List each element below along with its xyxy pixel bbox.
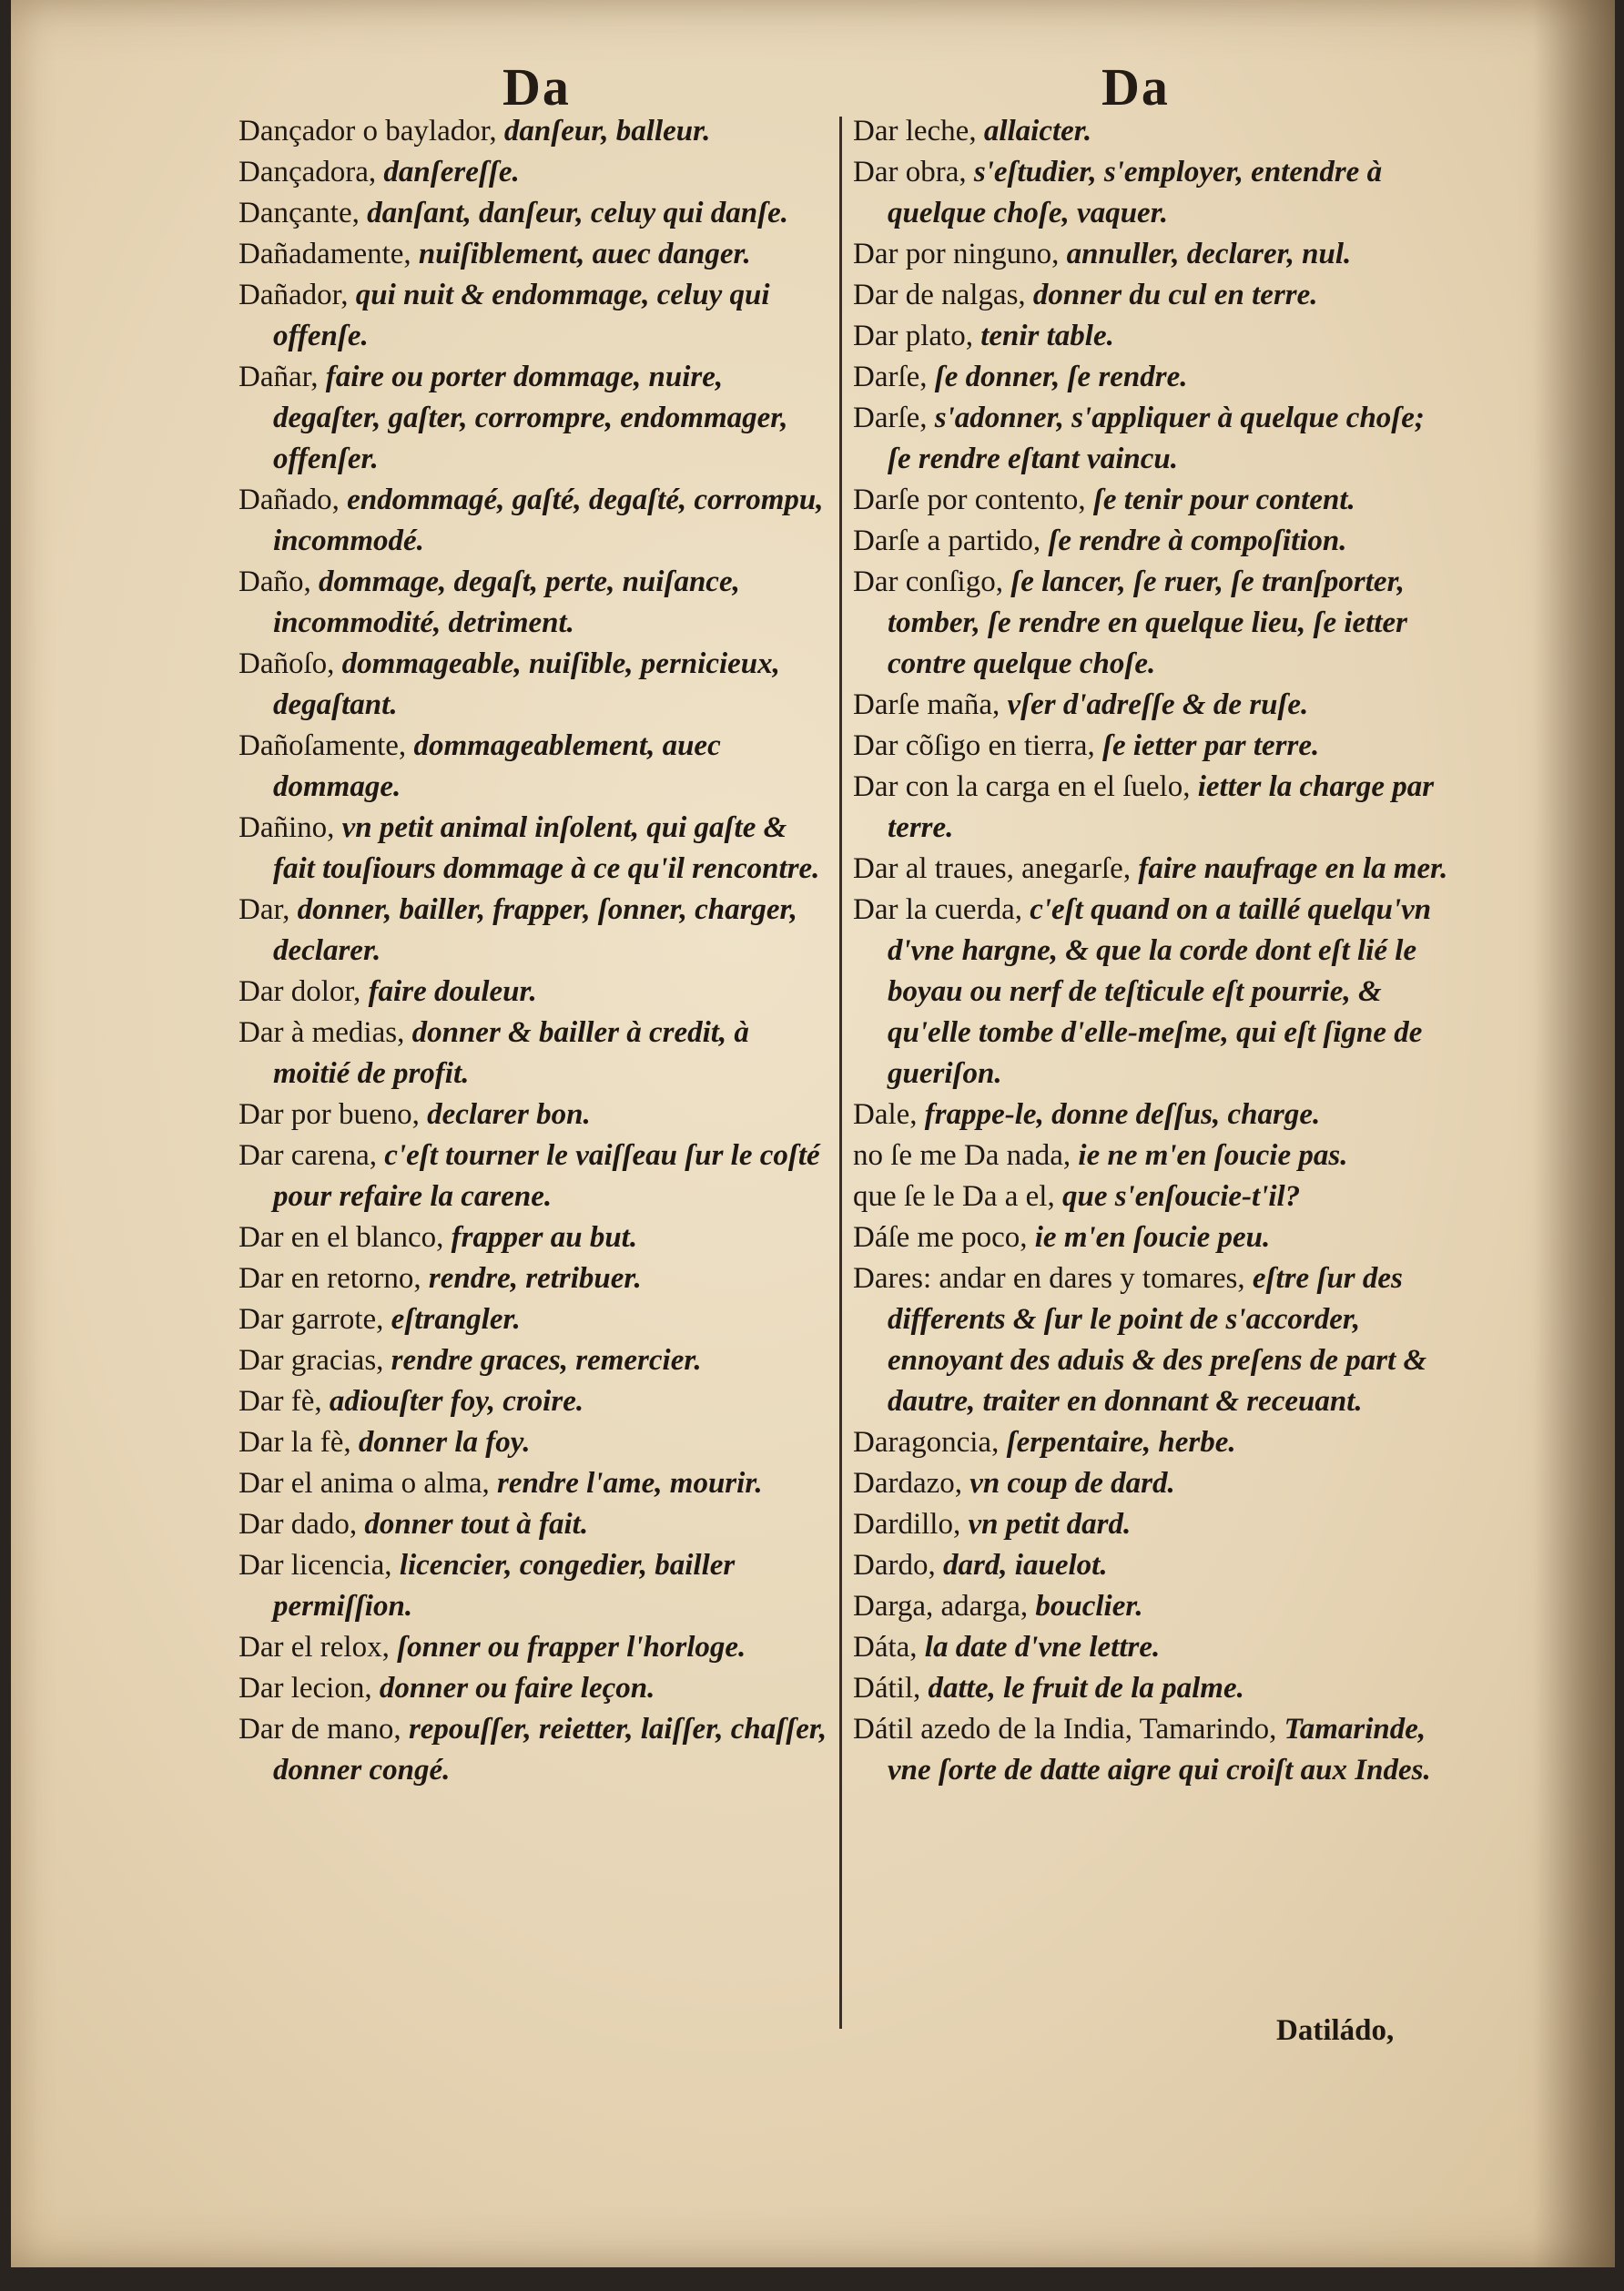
headword: Dar de nalgas, <box>853 279 1033 311</box>
definition: vn petit dard. <box>968 1508 1132 1541</box>
headword: Dar al traues, anegarſe, <box>853 852 1139 885</box>
dictionary-entry <box>853 1668 1454 1709</box>
headword: Dar por bueno, <box>239 1098 428 1131</box>
dictionary-entry <box>853 685 1454 726</box>
definition: danſereſſe. <box>383 156 520 188</box>
dictionary-entry <box>853 398 1454 480</box>
dictionary-entry <box>239 1504 830 1545</box>
headword: Dares: andar en dares y tomares, <box>853 1262 1253 1295</box>
headword: Dar, <box>239 893 298 926</box>
dictionary-entry <box>853 1709 1454 1791</box>
definition: danſant, danſeur, celuy qui danſe. <box>367 197 789 229</box>
dictionary-entry <box>853 1545 1454 1586</box>
definition: ſonner ou frapper l'horloge. <box>397 1631 746 1664</box>
dictionary-entry <box>853 562 1454 685</box>
headword: Dar plato, <box>853 320 981 352</box>
headword: Dar en retorno, <box>239 1262 429 1295</box>
definition: vn petit animal inſolent, qui gaſte & fait touſiours dommage à ce qu'il rencontre. <box>273 811 820 885</box>
dictionary-entry <box>239 1299 830 1340</box>
definition: endommagé, gaſté, degaſté, corrompu, incommodé. <box>273 484 824 557</box>
running-head-left: Da <box>502 57 571 117</box>
definition: ſerpentaire, herbe. <box>1006 1426 1236 1459</box>
headword: Dar el anima o alma, <box>239 1467 498 1500</box>
definition: bouclier. <box>1035 1590 1143 1623</box>
definition: ſe ietter par terre. <box>1101 729 1320 762</box>
definition: la date d'vne lettre. <box>924 1631 1161 1664</box>
definition: donner la foy. <box>358 1426 531 1459</box>
left-column <box>239 111 830 1791</box>
definition: eſtre ſur des differents & ſur le point de s'accorder, ennoyant des aduis & des preſens de part & dautre, traiter en donnant & receuant. <box>888 1262 1427 1418</box>
dictionary-entry <box>239 726 830 808</box>
definition: s'adonner, s'appliquer à quelque choſe; ſe rendre eſtant vaincu. <box>888 402 1425 475</box>
headword: Daragoncia, <box>853 1426 1007 1459</box>
book-page <box>11 0 1615 2267</box>
dictionary-entry <box>853 1463 1454 1504</box>
definition: que s'enſoucie-t'il? <box>1061 1180 1301 1213</box>
dictionary-entry <box>853 849 1454 890</box>
dictionary-entry <box>239 1135 830 1217</box>
definition: danſeur, balleur. <box>503 115 711 148</box>
headword: Dançador o baylador, <box>239 115 504 148</box>
headword: Dar el relox, <box>239 1631 398 1664</box>
definition: vn coup de dard. <box>969 1467 1175 1500</box>
headword: Dançadora, <box>239 156 384 188</box>
headword: Dar con la carga en el ſuelo, <box>853 770 1198 803</box>
dictionary-entry <box>239 357 830 480</box>
gutter-shadow <box>1533 0 1615 2267</box>
headword: Dáſe me poco, <box>853 1221 1035 1254</box>
definition: nuiſiblement, auec danger. <box>418 238 751 270</box>
headword: Dar dado, <box>239 1508 365 1541</box>
definition: dard, iauelot. <box>942 1549 1108 1582</box>
definition: qui nuit & endommage, celuy qui offenſe. <box>273 279 770 352</box>
headword: Daño, <box>239 565 319 598</box>
dictionary-entry <box>853 726 1454 767</box>
headword: Dardo, <box>853 1549 943 1582</box>
headword: Dañoſo, <box>239 647 342 680</box>
headword: Dátil, <box>853 1672 929 1705</box>
definition: c'eſt quand on a taillé quelqu'vn d'vne hargne, & que la corde dont eſt lié le boyau ou nerf de teſticule eſt pourrie, & qu'elle tombe d'elle-meſme, qui eſt ſigne de gueriſon. <box>888 893 1432 1090</box>
definition: c'eſt tourner le vaiſſeau ſur le coſté pour refaire la carene. <box>273 1139 820 1213</box>
definition: ſe donner, ſe rendre. <box>934 361 1188 393</box>
dictionary-entry <box>853 1258 1454 1422</box>
headword: Darſe maña, <box>853 688 1008 721</box>
headword: Darſe por contento, <box>853 484 1093 516</box>
catchword: Datiládo, <box>1276 2014 1395 2047</box>
dictionary-entry <box>239 275 830 357</box>
dictionary-entry <box>853 1176 1454 1217</box>
dictionary-entry <box>853 521 1454 562</box>
headword: Dar carena, <box>239 1139 385 1172</box>
headword: que ſe le Da a el, <box>853 1180 1062 1213</box>
dictionary-entry <box>853 275 1454 316</box>
definition: tenir table. <box>980 320 1114 352</box>
dictionary-entry <box>853 1095 1454 1135</box>
definition: donner du cul en terre. <box>1032 279 1318 311</box>
definition: ſe tenir pour content. <box>1092 484 1355 516</box>
definition: allaicter. <box>983 115 1092 148</box>
column-rule <box>839 117 842 2029</box>
definition: faire douleur. <box>368 975 537 1008</box>
definition: donner tout à fait. <box>364 1508 589 1541</box>
headword: Dar por ninguno, <box>853 238 1067 270</box>
definition: ie ne m'en ſoucie pas. <box>1078 1139 1348 1172</box>
definition: frappe-le, donne deſſus, charge. <box>924 1098 1321 1131</box>
definition: donner & bailler à credit, à moitié de profit. <box>273 1016 749 1090</box>
definition: declarer bon. <box>427 1098 591 1131</box>
definition: faire naufrage en la mer. <box>1138 852 1448 885</box>
headword: Dañadamente, <box>239 238 419 270</box>
dictionary-entry <box>239 1627 830 1668</box>
definition: donner, bailler, frapper, ſonner, charger, declarer. <box>273 893 797 967</box>
headword: Dar garrote, <box>239 1303 391 1336</box>
dictionary-entry <box>853 1217 1454 1258</box>
definition: dommageable, nuiſible, pernicieux, degaſtant. <box>273 647 780 721</box>
headword: Dar en el blanco, <box>239 1221 452 1254</box>
dictionary-entry <box>239 1463 830 1504</box>
headword: Darſe, <box>853 361 935 393</box>
headword: Dar dolor, <box>239 975 369 1008</box>
headword: Dañino, <box>239 811 342 844</box>
definition: repouſſer, reietter, laiſſer, chaſſer, donner congé. <box>273 1713 827 1787</box>
headword: Dañoſamente, <box>239 729 414 762</box>
definition: ie m'en ſoucie peu. <box>1034 1221 1271 1254</box>
dictionary-entry <box>239 1258 830 1299</box>
dictionary-entry <box>239 808 830 890</box>
dictionary-entry <box>853 1627 1454 1668</box>
headword: Dardillo, <box>853 1508 969 1541</box>
definition: ſe rendre à compoſition. <box>1048 524 1347 557</box>
dictionary-entry <box>853 1135 1454 1176</box>
definition: datte, le fruit de la palme. <box>928 1672 1244 1705</box>
headword: Dar la fè, <box>239 1426 359 1459</box>
dictionary-entry <box>239 1381 830 1422</box>
dictionary-entry <box>239 152 830 193</box>
headword: Dar lecion, <box>239 1672 380 1705</box>
definition: eſtrangler. <box>391 1303 521 1336</box>
definition: Tamarinde, vne ſorte de datte aigre qui croiſt aux Indes. <box>888 1713 1431 1787</box>
dictionary-entry <box>853 1422 1454 1463</box>
headword: Dar à medias, <box>239 1016 412 1049</box>
headword: Dátil azedo de la India, Tamarindo, <box>853 1713 1284 1746</box>
running-head-right: Da <box>1101 57 1170 117</box>
dictionary-entry <box>853 357 1454 398</box>
definition: s'eſtudier, s'employer, entendre à quelque choſe, vaquer. <box>888 156 1383 229</box>
headword: Dar gracias, <box>239 1344 391 1377</box>
dictionary-entry <box>853 234 1454 275</box>
headword: Dançante, <box>239 197 368 229</box>
headword: Dale, <box>853 1098 925 1131</box>
dictionary-entry <box>853 111 1454 152</box>
dictionary-entry <box>239 1709 830 1791</box>
dictionary-entry <box>853 1586 1454 1627</box>
dictionary-entry <box>239 562 830 644</box>
dictionary-entry <box>239 890 830 972</box>
right-column <box>853 111 1454 1791</box>
headword: Dar de mano, <box>239 1713 409 1746</box>
headword: Dañado, <box>239 484 348 516</box>
dictionary-entry <box>853 890 1454 1095</box>
headword: Dar licencia, <box>239 1549 400 1582</box>
definition: vſer d'adreſſe & de ruſe. <box>1007 688 1309 721</box>
definition: donner ou faire leçon. <box>379 1672 655 1705</box>
definition: faire ou porter dommage, nuire, degaſter, gaſter, corrompre, endommager, offenſer. <box>273 361 788 475</box>
headword: Dar cõſigo en tierra, <box>853 729 1102 762</box>
definition: adiouſter foy, croire. <box>329 1385 584 1418</box>
headword: Dáta, <box>853 1631 925 1664</box>
headword: Dar conſigo, <box>853 565 1011 598</box>
headword: Darga, adarga, <box>853 1590 1036 1623</box>
dictionary-entry <box>239 480 830 562</box>
headword: Dar leche, <box>853 115 984 148</box>
dictionary-entry <box>853 1504 1454 1545</box>
definition: rendre graces, remercier. <box>391 1344 702 1377</box>
definition: dommageablement, auec dommage. <box>273 729 721 803</box>
headword: Darſe a partido, <box>853 524 1049 557</box>
dictionary-entry <box>239 1013 830 1095</box>
dictionary-entry <box>853 316 1454 357</box>
definition: dommage, degaſt, perte, nuiſance, incommodité, detriment. <box>273 565 740 639</box>
headword: Dar fè, <box>239 1385 330 1418</box>
dictionary-entry <box>239 111 830 152</box>
definition: rendre, retribuer. <box>428 1262 642 1295</box>
dictionary-entry <box>239 1545 830 1627</box>
definition: annuller, declarer, nul. <box>1066 238 1352 270</box>
definition: rendre l'ame, mourir. <box>497 1467 763 1500</box>
headword: Dar la cuerda, <box>853 893 1030 926</box>
headword: Dañador, <box>239 279 356 311</box>
definition: frapper au but. <box>451 1221 638 1254</box>
headword: Dañar, <box>239 361 326 393</box>
definition: licencier, congedier, bailler permiſſion. <box>273 1549 736 1623</box>
definition: ietter la charge par terre. <box>888 770 1435 844</box>
headword: Darſe, <box>853 402 935 434</box>
headword: no ſe me Da nada, <box>853 1139 1079 1172</box>
dictionary-entry <box>239 1095 830 1135</box>
dictionary-entry <box>853 480 1454 521</box>
dictionary-entry <box>239 1422 830 1463</box>
dictionary-entry <box>239 1217 830 1258</box>
dictionary-entry <box>853 767 1454 849</box>
dictionary-entry <box>853 152 1454 234</box>
dictionary-entry <box>239 972 830 1013</box>
dictionary-entry <box>239 234 830 275</box>
headword: Dardazo, <box>853 1467 970 1500</box>
headword: Dar obra, <box>853 156 974 188</box>
dictionary-entry <box>239 1340 830 1381</box>
definition: ſe lancer, ſe ruer, ſe tranſporter, tomber, ſe rendre en quelque lieu, ſe ietter contre quelque choſe. <box>888 565 1408 680</box>
dictionary-entry <box>239 1668 830 1709</box>
dictionary-entry <box>239 644 830 726</box>
dictionary-entry <box>239 193 830 234</box>
